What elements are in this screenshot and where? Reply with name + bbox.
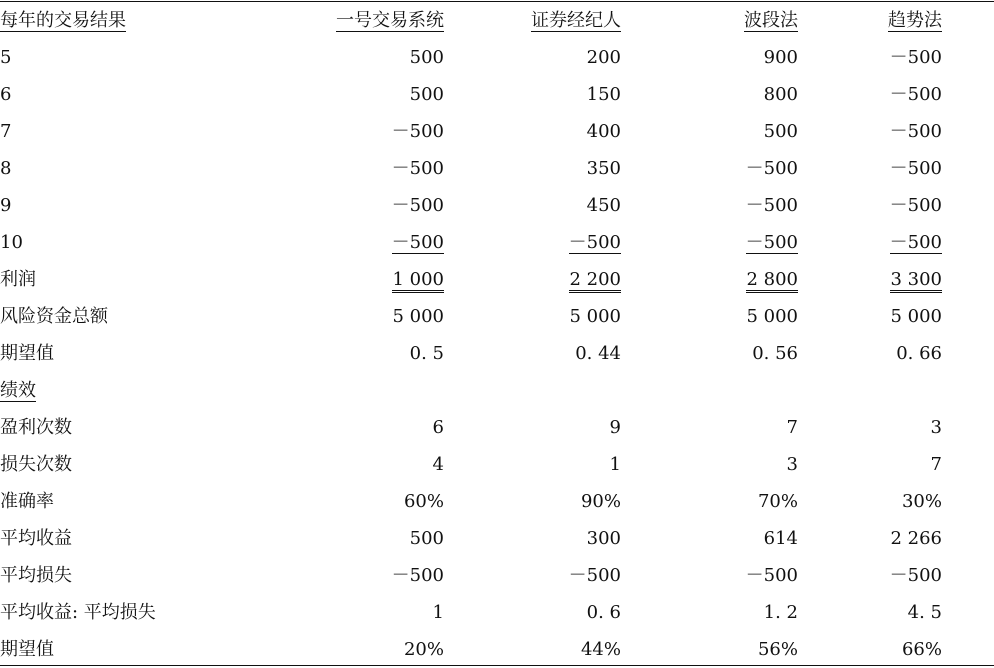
table-row: [0, 520, 994, 557]
profit-row: [0, 261, 994, 298]
row-label: 准确率: [0, 491, 54, 512]
table-cell-underlined: －500: [889, 232, 942, 253]
header-row: [0, 2, 994, 39]
table-row: [0, 76, 994, 113]
table-cell: 44%: [580, 639, 621, 660]
table-cell-underlined: －500: [391, 232, 444, 253]
row-label: 5: [0, 47, 12, 68]
row-label: 平均收益: [0, 528, 72, 549]
table-cell: 350: [586, 158, 621, 179]
table-cell: 5 000: [569, 306, 621, 327]
table-cell: 30%: [901, 491, 942, 512]
table-cell: 400: [586, 121, 621, 142]
profit-total: 2 200: [569, 270, 621, 293]
row-label: 10: [0, 232, 23, 253]
section-heading-row: [0, 372, 994, 409]
table-row: [0, 446, 994, 483]
table-cell: 0. 66: [896, 343, 942, 364]
table-cell: 90%: [580, 491, 621, 512]
table-cell: －500: [889, 565, 942, 586]
header-system-1: 一号交易系统: [336, 10, 444, 31]
table-cell: 5 000: [746, 306, 798, 327]
profit-total: 3 300: [890, 270, 942, 293]
table-cell: 500: [409, 47, 444, 68]
table-cell: －500: [745, 158, 798, 179]
trading-results-table: [0, 2, 994, 668]
section-heading: 绩效: [0, 380, 36, 401]
table-cell: 0. 5: [409, 343, 444, 364]
table-cell: 70%: [757, 491, 798, 512]
table-cell: 66%: [901, 639, 942, 660]
table-cell: 56%: [757, 639, 798, 660]
row-label: 6: [0, 84, 12, 105]
table-cell: 300: [586, 528, 621, 549]
table-row: [0, 298, 994, 335]
header-swing: 波段法: [744, 10, 798, 31]
table-row: [0, 187, 994, 224]
row-label: 平均损失: [0, 565, 72, 586]
table-cell: －500: [391, 158, 444, 179]
table-row: [0, 150, 994, 187]
row-label: 盈利次数: [0, 417, 72, 438]
table-cell: 614: [763, 528, 798, 549]
table-cell: 0. 56: [752, 343, 798, 364]
table-cell: －500: [568, 565, 621, 586]
table-cell: 1: [432, 602, 444, 623]
table-row: [0, 39, 994, 76]
table-cell: 900: [763, 47, 798, 68]
row-label: 风险资金总额: [0, 306, 108, 327]
table-cell: 150: [586, 84, 621, 105]
table-cell: 3: [786, 454, 798, 475]
table-cell: －500: [745, 565, 798, 586]
table-cell: －500: [889, 84, 942, 105]
table-cell: 500: [409, 528, 444, 549]
table-cell: 500: [409, 84, 444, 105]
profit-total: 2 800: [746, 270, 798, 293]
table-row: [0, 594, 994, 631]
table-cell: 7: [786, 417, 798, 438]
table-cell: 500: [763, 121, 798, 142]
profit-total: 1 000: [392, 270, 444, 293]
table-cell: －500: [391, 195, 444, 216]
table-cell: －500: [391, 121, 444, 142]
row-label: 8: [0, 158, 12, 179]
header-label: 每年的交易结果: [0, 10, 126, 31]
header-trend: 趋势法: [888, 10, 942, 31]
row-label: 期望值: [0, 343, 54, 364]
table-cell: 4: [432, 454, 444, 475]
table-cell: －500: [745, 195, 798, 216]
table-cell: 5 000: [392, 306, 444, 327]
table-cell: 5 000: [890, 306, 942, 327]
table-cell: 450: [586, 195, 621, 216]
table-cell: 200: [586, 47, 621, 68]
table-row: [0, 335, 994, 372]
header-broker: 证券经纪人: [531, 10, 621, 31]
table-cell-underlined: －500: [568, 232, 621, 253]
table-cell: －500: [889, 158, 942, 179]
row-label: 利润: [0, 269, 36, 290]
table-row: [0, 224, 994, 261]
table-cell: 1. 2: [763, 602, 798, 623]
table-cell: －500: [889, 47, 942, 68]
bottom-rule: [0, 665, 994, 666]
table-cell: 9: [609, 417, 621, 438]
table-row: [0, 557, 994, 594]
row-label: 期望值: [0, 639, 54, 660]
table-row: [0, 631, 994, 668]
table-cell: 2 266: [890, 528, 942, 549]
row-label: 平均收益: 平均损失: [0, 602, 156, 623]
row-label: 9: [0, 195, 12, 216]
row-label: 7: [0, 121, 12, 142]
table-cell: －500: [391, 565, 444, 586]
table-cell: 0. 6: [586, 602, 621, 623]
table-cell: 1: [609, 454, 621, 475]
row-label: 损失次数: [0, 454, 72, 475]
table-cell: －500: [889, 121, 942, 142]
table-cell: 20%: [403, 639, 444, 660]
table-row: [0, 483, 994, 520]
table-cell: －500: [889, 195, 942, 216]
table-row: [0, 409, 994, 446]
table-row: [0, 113, 994, 150]
table-cell: 800: [763, 84, 798, 105]
table-cell: 4. 5: [907, 602, 942, 623]
table-cell: 7: [930, 454, 942, 475]
table-cell-underlined: －500: [745, 232, 798, 253]
table-cell: 3: [930, 417, 942, 438]
table-cell: 0. 44: [575, 343, 621, 364]
table-cell: 60%: [403, 491, 444, 512]
table-cell: 6: [432, 417, 444, 438]
